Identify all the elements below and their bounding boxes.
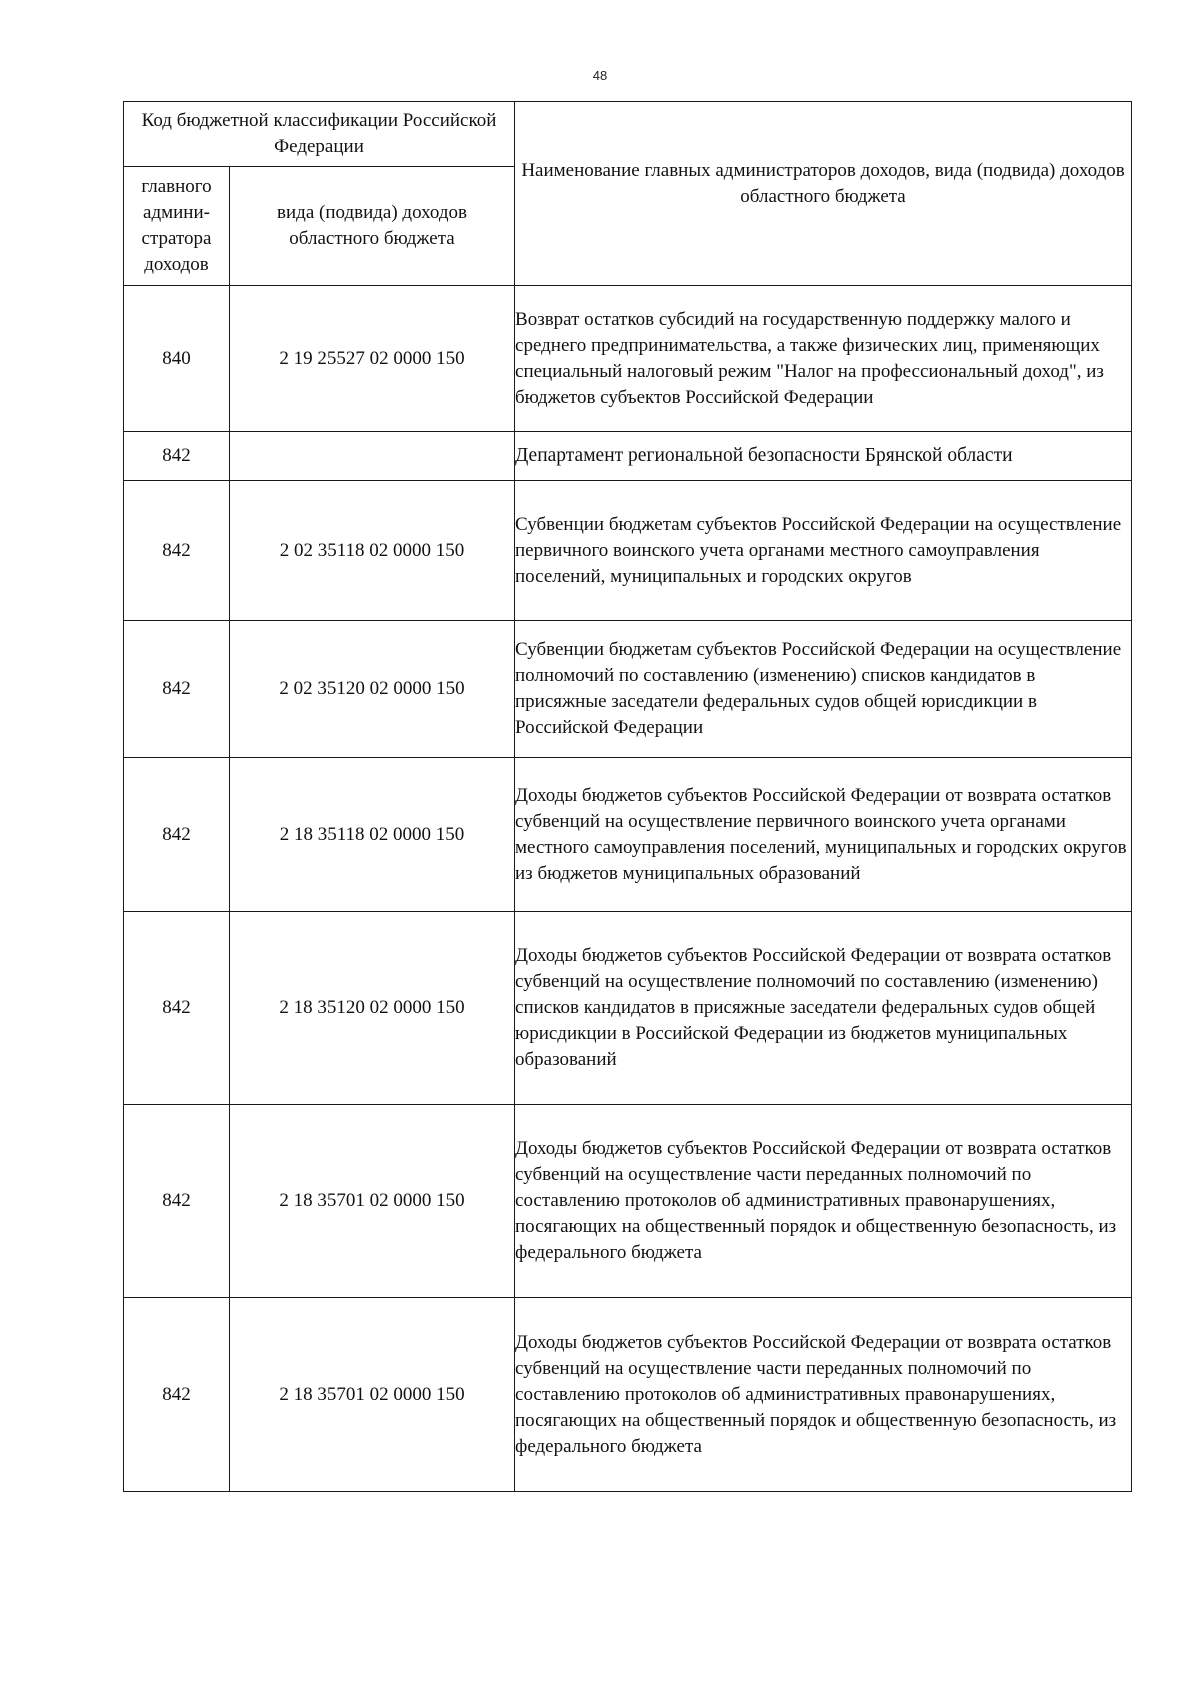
income-code-cell: 2 19 25527 02 0000 150 — [230, 286, 515, 432]
name-column-header — [515, 102, 1132, 286]
table-row — [124, 621, 1132, 758]
income-code-cell: 2 18 35120 02 0000 150 — [230, 912, 515, 1105]
admin-code-cell: 842 — [124, 432, 230, 481]
income-name-cell: Доходы бюджетов субъектов Российской Федерации от возврата остатков субвенций на осуществление части переданных полномочий по составлению протоколов об административных правонарушениях, посягающих на общественный порядок и общественную безопасность, из федерального бюджета — [515, 1105, 1132, 1298]
admin-code-cell: 842 — [124, 621, 230, 758]
admin-code-cell: 842 — [124, 1298, 230, 1492]
admin-code-cell: 840 — [124, 286, 230, 432]
income-code-cell: 2 02 35118 02 0000 150 — [230, 481, 515, 621]
income-code-cell — [230, 432, 515, 481]
department-row — [124, 432, 1132, 481]
admin-code-cell: 842 — [124, 481, 230, 621]
income-name-cell: Доходы бюджетов субъектов Российской Федерации от возврата остатков субвенций на осуществление первичного воинского учета органами местного самоуправления поселений, муниципальных и городских округов из бюджетов муниципальных образований — [515, 758, 1132, 912]
admin-code-cell: 842 — [124, 758, 230, 912]
income-code-cell: 2 02 35120 02 0000 150 — [230, 621, 515, 758]
page-number: 48 — [592, 68, 608, 83]
code-group-header: Код бюджетной классификации Российской Федерации — [124, 102, 515, 167]
income-name-cell: Субвенции бюджетам субъектов Российской Федерации на осуществление полномочий по составлению (изменению) списков кандидатов в присяжные заседатели федеральных судов общей юрисдикции в Российской Федерации — [515, 621, 1132, 758]
type-column-header: вида (подвида) доходов областного бюджета — [230, 167, 515, 286]
income-name-cell: Доходы бюджетов субъектов Российской Федерации от возврата остатков субвенций на осуществление полномочий по составлению (изменению) списков кандидатов в присяжные заседатели федеральных судов общей юрисдикции в Российской Федерации из бюджетов муниципальных образований — [515, 912, 1132, 1105]
admin-column-header: главного админи-стратора доходов — [124, 167, 230, 286]
table-row — [124, 758, 1132, 912]
table-row — [124, 1298, 1132, 1492]
table-row — [124, 286, 1132, 432]
income-code-cell: 2 18 35701 02 0000 150 — [230, 1298, 515, 1492]
table-row — [124, 1105, 1132, 1298]
table-header-row — [124, 102, 1132, 167]
name-column-header-text: Наименование главных администраторов доходов, вида (подвида) доходов областного бюджета — [521, 159, 1125, 207]
income-code-cell: 2 18 35701 02 0000 150 — [230, 1105, 515, 1298]
table-row — [124, 912, 1132, 1105]
income-name-cell: Возврат остатков субсидий на государственную поддержку малого и среднего предпринимательства, а также физических лиц, применяющих специальный налоговый режим "Налог на профессиональный доход", из бюджетов субъектов Российской Федерации — [515, 286, 1132, 432]
admin-code-cell: 842 — [124, 1105, 230, 1298]
table-row — [124, 481, 1132, 621]
department-name-cell: Департамент региональной безопасности Брянской области — [515, 432, 1132, 481]
admin-code-cell: 842 — [124, 912, 230, 1105]
income-name-cell: Субвенции бюджетам субъектов Российской Федерации на осуществление первичного воинского учета органами местного самоуправления поселений, муниципальных и городских округов — [515, 481, 1132, 621]
income-code-cell: 2 18 35118 02 0000 150 — [230, 758, 515, 912]
income-name-cell: Доходы бюджетов субъектов Российской Федерации от возврата остатков субвенций на осуществление части переданных полномочий по составлению протоколов об административных правонарушениях, посягающих на общественный порядок и общественную безопасность, из федерального бюджета — [515, 1298, 1132, 1492]
budget-classification-table — [123, 101, 1132, 1492]
